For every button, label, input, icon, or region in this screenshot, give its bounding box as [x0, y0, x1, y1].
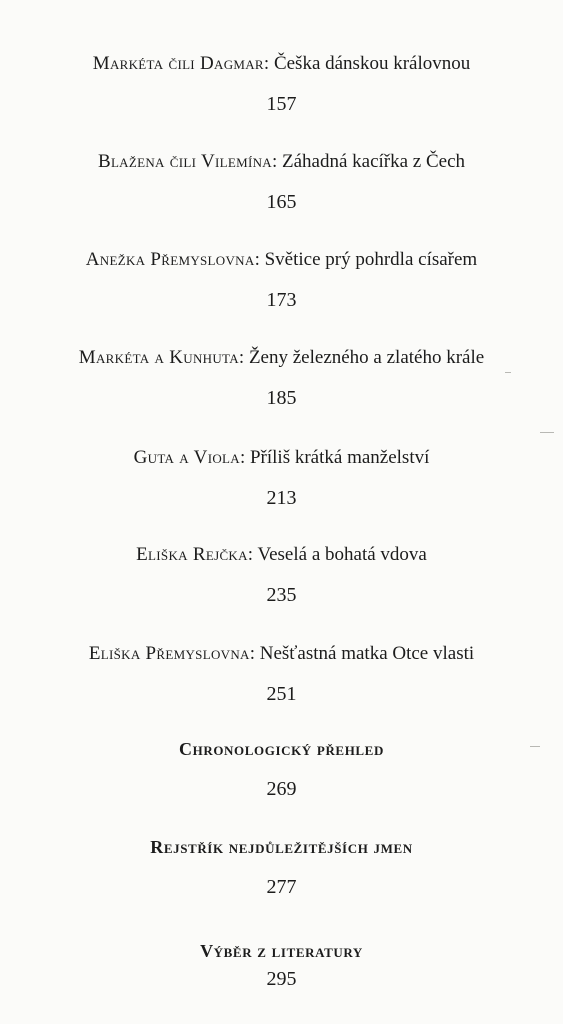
entry-separator: :: [238, 347, 249, 368]
section-title: Výběr z literatury: [200, 941, 363, 961]
entry-heading: [0, 642, 563, 666]
page-number: 269: [266, 778, 297, 800]
entry-name: Eliška Přemyslovna: [88, 643, 250, 664]
entry-heading: [0, 543, 563, 567]
toc-entry: [0, 446, 563, 510]
entry-subtitle: Nešťastná matka Otce vlasti: [259, 643, 475, 664]
page-number: 165: [266, 191, 297, 213]
toc-entry: [0, 52, 563, 116]
entry-heading: [0, 52, 563, 76]
entry-separator: :: [249, 643, 260, 664]
entry-name: Guta a Viola: [133, 447, 240, 468]
entry-subtitle: Světice prý pohrdla císařem: [264, 249, 478, 270]
entry-separator: :: [263, 53, 274, 74]
section-title: Rejstřík nejdůležitějších jmen: [150, 837, 413, 857]
scan-speck: [530, 746, 540, 747]
entry-separator: :: [271, 151, 282, 172]
entry-separator: :: [247, 544, 258, 565]
entry-heading: [0, 150, 563, 174]
toc-entry: [0, 543, 563, 607]
page-number: 173: [266, 289, 297, 311]
entry-subtitle: Záhadná kacířka z Čech: [281, 151, 466, 172]
toc-entry: [0, 248, 563, 312]
entry-separator: :: [254, 249, 265, 270]
entry-name: Markéta čili Dagmar: [92, 53, 264, 74]
toc-section: [0, 835, 563, 899]
entry-separator: :: [239, 447, 250, 468]
entry-name: Markéta a Kunhuta: [78, 347, 239, 368]
entry-name: Blažena čili Vilemína: [97, 151, 272, 172]
page-number: 251: [266, 683, 297, 705]
page-number: 185: [266, 387, 297, 409]
page-number: 213: [266, 487, 297, 509]
toc-entry: [0, 346, 563, 410]
scan-speck: [505, 372, 511, 373]
entry-name: Eliška Rejčka: [136, 544, 248, 565]
entry-subtitle: Veselá a bohatá vdova: [257, 544, 427, 565]
entry-subtitle: Příliš krátká manželství: [249, 447, 430, 468]
toc-entry: [0, 150, 563, 214]
entry-subtitle: Češka dánskou královnou: [273, 53, 471, 74]
page-number: 295: [266, 968, 297, 990]
entry-name: Anežka Přemyslovna: [85, 249, 255, 270]
entry-heading: [0, 248, 563, 272]
page-number: 157: [266, 93, 297, 115]
toc-section: [0, 737, 563, 801]
entry-heading: [0, 346, 563, 370]
scan-speck: [540, 432, 554, 433]
entry-heading: [0, 446, 563, 470]
toc-entry: [0, 642, 563, 706]
toc-section: [0, 939, 563, 991]
entry-subtitle: Ženy železného a zlatého krále: [248, 347, 485, 368]
page-number: 277: [266, 876, 297, 898]
section-title: Chronologický přehled: [179, 739, 384, 759]
page-number: 235: [266, 584, 297, 606]
